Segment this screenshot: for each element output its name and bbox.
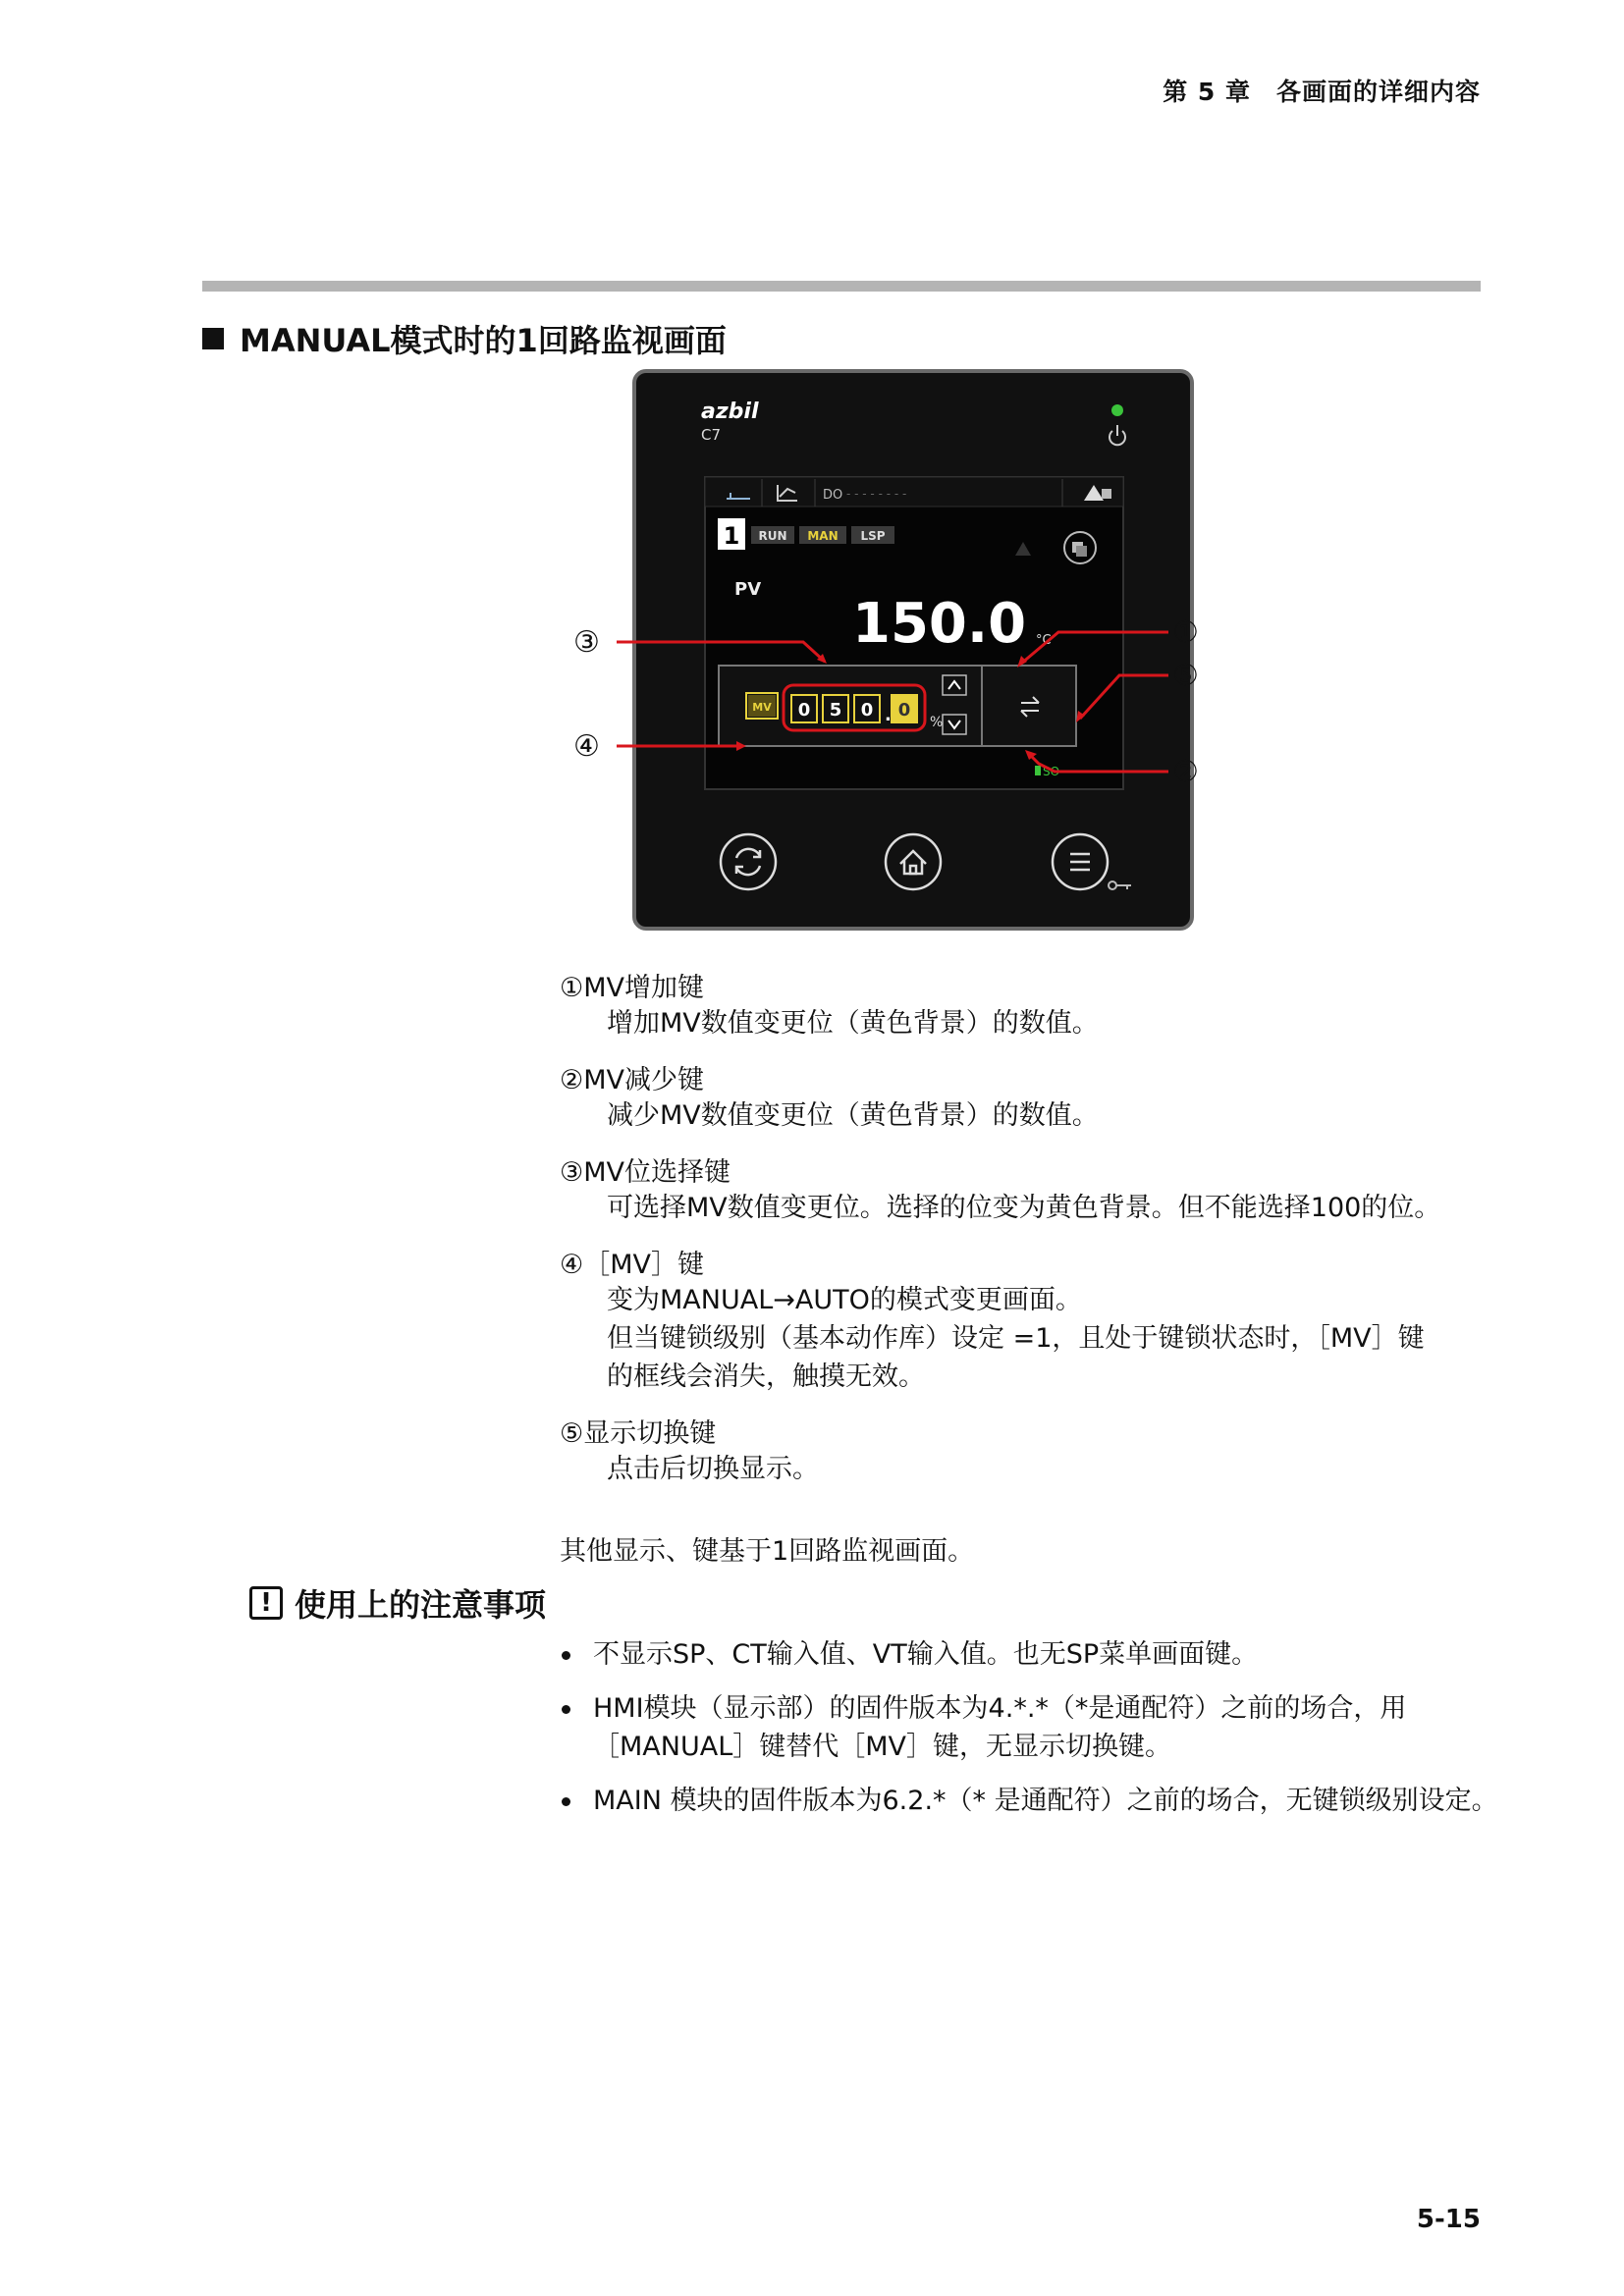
item-desc: 可选择MV数值变更位。选择的位变为黄色背景。但不能选择100的位。: [607, 1193, 1441, 1223]
square-bullet-icon: [202, 328, 224, 349]
status-led: [1111, 404, 1123, 416]
badge-run-text: RUN: [758, 529, 787, 543]
callout-4: ④: [573, 729, 600, 764]
item-desc: 增加MV数值变更位（黄色背景）的数值。: [607, 1008, 1099, 1039]
mv-decrease-key: [943, 715, 966, 734]
display-switch-key: [984, 667, 1074, 744]
mv-digit-group: [791, 695, 917, 725]
callout-2: ②: [1172, 755, 1199, 789]
device-illustration: [573, 369, 1199, 933]
chapter-header: 第 5 章 各画面的详细内容: [1163, 78, 1481, 106]
item-title: ②MV减少键: [560, 1065, 704, 1095]
mv-digit-4: 0: [897, 700, 911, 721]
caution-title-text: 使用上的注意事项: [295, 1586, 547, 1624]
item-title: ⑤显示切换键: [560, 1418, 717, 1449]
item-desc: 减少MV数值变更位（黄色背景）的数值。: [607, 1100, 1099, 1131]
callout-5: ⑤: [1172, 659, 1199, 693]
do-dots: - - - - - - - -: [846, 487, 907, 501]
caution-heading: [249, 1580, 546, 1626]
section-title: [202, 316, 727, 361]
mv-digit-2: 5: [829, 700, 842, 721]
so-indicator: [1035, 766, 1041, 775]
badge-man-text: MAN: [807, 529, 839, 543]
bullet-item: MAIN 模块的固件版本为6.2.*（* 是通配符）之前的场合，无键锁级别设定。: [560, 1782, 1502, 1820]
channel-number: 1: [723, 522, 740, 550]
mv-decimal: .: [885, 705, 892, 725]
key-description-list: [560, 966, 1502, 1504]
item-desc: 但当键锁级别（基本动作库）设定 =1，且处于键锁状态时，［MV］键: [607, 1323, 1425, 1354]
callout-1: ①: [1172, 615, 1199, 650]
brand-logo: azbil: [701, 400, 759, 424]
pv-label: PV: [734, 579, 762, 600]
exclamation-icon: !: [249, 1586, 283, 1620]
pv-unit: °C: [1036, 633, 1052, 648]
caution-bullet-list: [560, 1635, 1502, 1836]
badge-lsp-text: LSP: [860, 529, 886, 543]
callout-3: ③: [573, 625, 600, 660]
so-label: SO: [1043, 765, 1060, 778]
list-item: [560, 1412, 1502, 1488]
model-label: C7: [701, 426, 722, 444]
mv-key-label: MV: [752, 701, 772, 714]
section-title-text: MANUAL模式时的1回路监视画面: [240, 322, 727, 359]
mv-digit-3: 0: [860, 700, 874, 721]
item-desc: 点击后切换显示。: [607, 1454, 819, 1484]
bullet-item: 不显示SP、CT输入值、VT输入值。也无SP菜单画面键。: [560, 1635, 1502, 1674]
item-desc: 的框线会消失，触摸无效。: [607, 1362, 925, 1392]
list-item: [560, 966, 1502, 1042]
mv-unit: %: [930, 715, 944, 730]
footnote: 其他显示、键基于1回路监视画面。: [560, 1536, 975, 1567]
item-desc: 变为MANUAL→AUTO的模式变更画面。: [607, 1285, 1082, 1315]
page-number: 5-15: [1416, 2205, 1481, 2234]
do-label: DO: [823, 488, 843, 503]
list-item: [560, 1150, 1502, 1227]
item-title: ③MV位选择键: [560, 1157, 731, 1188]
list-item: [560, 1058, 1502, 1135]
mv-increase-key: [943, 675, 966, 695]
bullet-item: HMI模块（显示部）的固件版本为4.*.*（*是通配符）之前的场合，用［MANUAL］键替代［MV］键，无显示切换键。: [560, 1689, 1502, 1766]
item-title: ④［MV］键: [560, 1250, 704, 1280]
mv-digit-1: 0: [797, 700, 811, 721]
section-rule: [202, 281, 1481, 292]
item-title: ①MV增加键: [560, 973, 704, 1003]
pv-value: 150.0: [852, 592, 1027, 656]
list-item: [560, 1243, 1502, 1396]
